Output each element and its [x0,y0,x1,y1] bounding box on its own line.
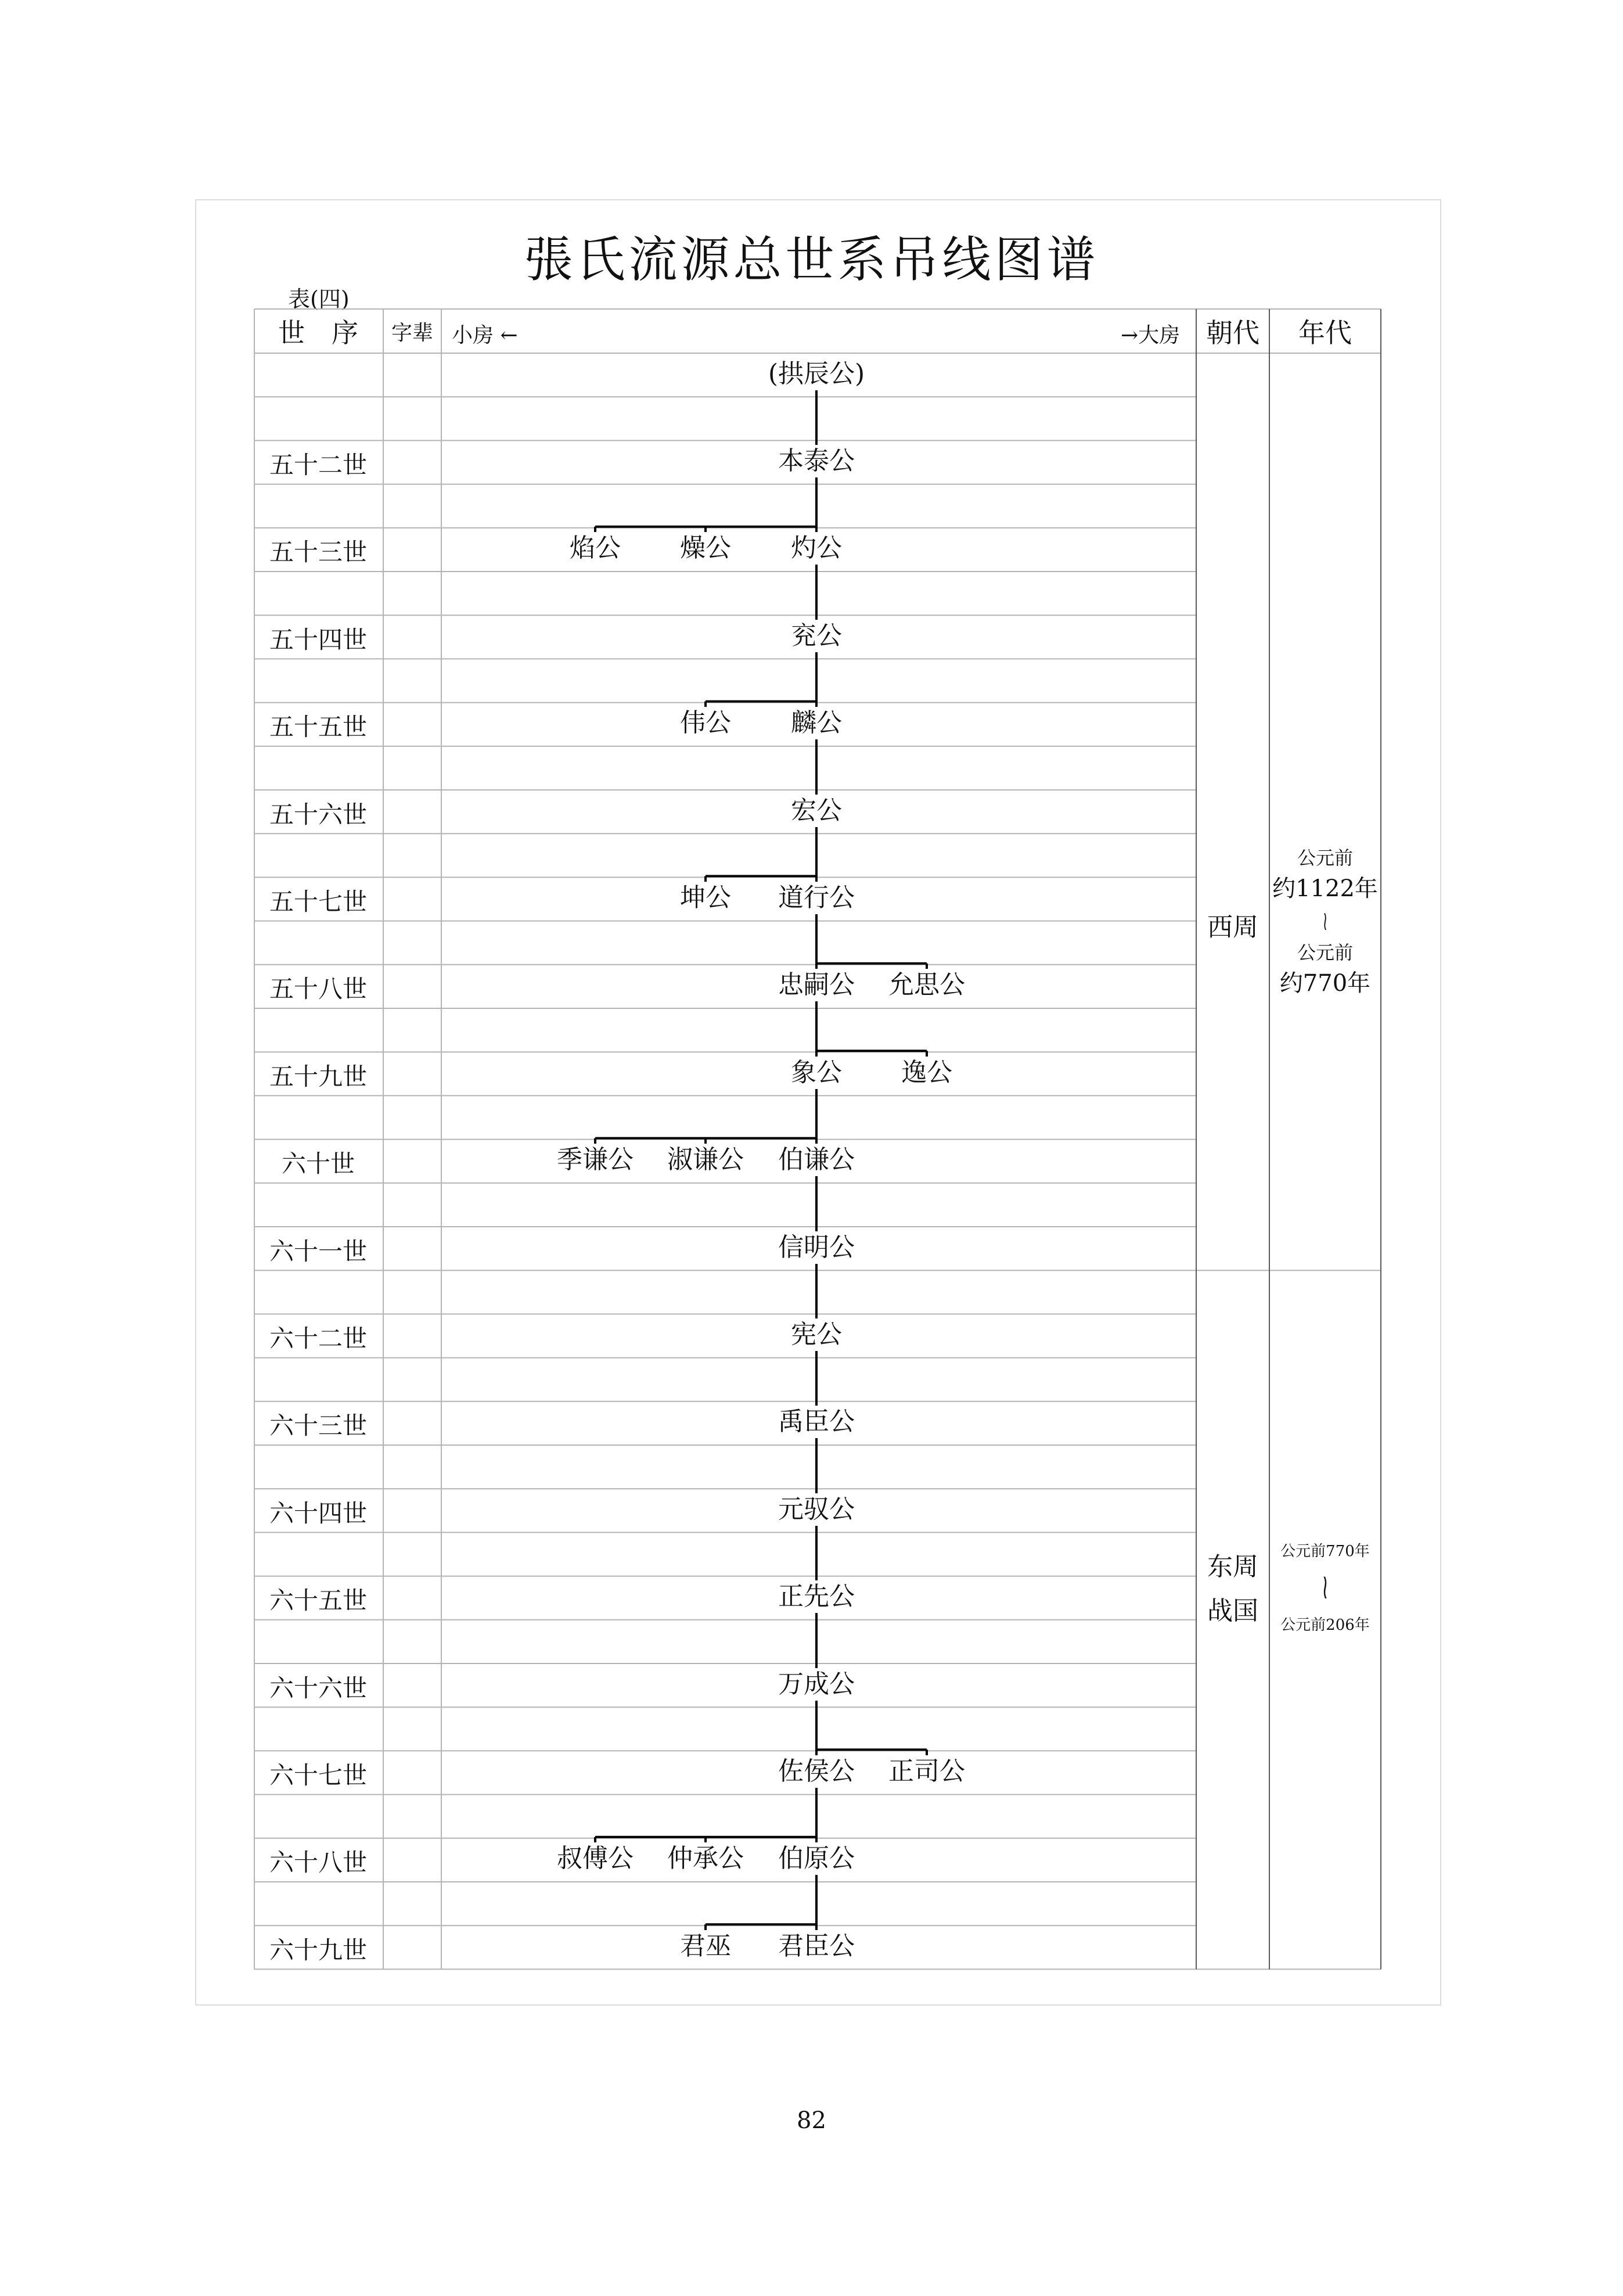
era-from: 公元前770年 [1280,1543,1370,1560]
header-small-branch: 小房 [452,324,494,347]
ancestor-name: 兖公 [790,620,843,652]
generation-label: 六十三世 [269,1411,367,1440]
header-generation: 世 序 [278,317,358,348]
table-number: 表(四) [288,286,350,312]
generation-label: 五十五世 [269,713,367,742]
ancestor-name: 宪公 [790,1318,843,1351]
generation-label: 五十六世 [269,800,367,829]
era-to-year: 约770年 [1279,970,1371,997]
generation-label: 六十七世 [269,1761,367,1790]
generation-label: 六十一世 [269,1237,367,1266]
ancestor-name: 道行公 [777,882,856,914]
generation-label: 五十九世 [269,1062,367,1091]
header-big-branch: 大房 [1138,324,1181,347]
ancestor-name: 本泰公 [777,445,856,477]
arrow-left-icon: ← [500,324,518,347]
ancestor-name: 禹臣公 [777,1406,856,1438]
ancestor-name: 宏公 [790,795,843,827]
generation-label: 五十七世 [269,888,367,916]
arrow-right-icon: → [1121,324,1139,347]
page-number: 82 [797,2107,826,2134]
era-from: 公元前 [1297,847,1353,869]
generation-label: 六十九世 [269,1935,367,1964]
ancestor-name: 坤公 [679,882,732,914]
era-from-year: 约1122年 [1272,875,1378,902]
ancestor-name: 君巫 [679,1930,732,1963]
era-eastern-zhou [1269,1539,1381,1634]
ancestor-name: 逸公 [900,1057,953,1089]
dynasty-name: 东周 [1207,1552,1258,1582]
dynasty-western-zhou [1196,906,1269,943]
generation-label: 六十六世 [269,1673,367,1702]
ancestor-name: 信明公 [777,1231,856,1264]
era-to: 公元前206年 [1280,1616,1370,1634]
generation-label: 六十世 [281,1149,355,1178]
ancestor-name: 麟公 [790,707,843,739]
ancestor-name: 灼公 [790,532,843,565]
ancestor-name: 季谦公 [556,1144,635,1176]
ancestor-name: 忠嗣公 [777,969,856,1001]
ancestor-name: 正司公 [887,1755,966,1788]
header-era: 年代 [1298,317,1352,348]
generation-label: 五十八世 [269,975,367,1004]
document-title: 張氏流源总世系吊线图谱 [524,231,1099,288]
generation-label: 六十二世 [269,1324,367,1353]
ancestor-name: 允思公 [887,969,966,1001]
ancestor-name: 君臣公 [777,1930,856,1963]
ancestor-name: (拱辰公) [767,358,866,390]
range-tilde-icon: ≀ [1322,905,1328,936]
ancestor-name: 仲承公 [666,1842,745,1875]
generation-label: 五十四世 [269,625,367,654]
generation-label: 五十二世 [269,451,367,479]
dynasty-eastern-zhou [1196,1545,1269,1633]
dynasty-name: 西周 [1207,912,1258,942]
range-tilde-icon: ≀ [1322,1566,1329,1607]
ancestor-name: 元驭公 [777,1493,856,1526]
era-western-zhou [1269,843,1381,998]
header-dynasty: 朝代 [1206,317,1259,348]
dynasty-name-2: 战国 [1207,1596,1258,1626]
ancestor-name: 伟公 [679,707,732,739]
ancestor-name: 万成公 [777,1668,856,1701]
generation-label: 六十五世 [269,1586,367,1615]
ancestor-name: 淑谦公 [666,1144,745,1176]
ancestor-name: 燥公 [679,532,732,565]
ancestor-name: 伯原公 [777,1842,856,1875]
generation-label: 五十三世 [269,538,367,567]
era-to: 公元前 [1297,942,1353,964]
header-zibei: 字辈 [391,321,433,345]
generation-label: 六十四世 [269,1499,367,1528]
ancestor-name: 象公 [790,1057,843,1089]
ancestor-name: 正先公 [777,1580,856,1613]
header-small-branch-group [452,319,518,348]
ancestor-name: 叔傅公 [556,1842,635,1875]
ancestor-name: 焰公 [568,532,622,565]
header-big-branch-group [1121,319,1180,348]
ancestor-name: 伯谦公 [777,1144,856,1176]
ancestor-name: 佐侯公 [777,1755,856,1788]
generation-label: 六十八世 [269,1848,367,1877]
